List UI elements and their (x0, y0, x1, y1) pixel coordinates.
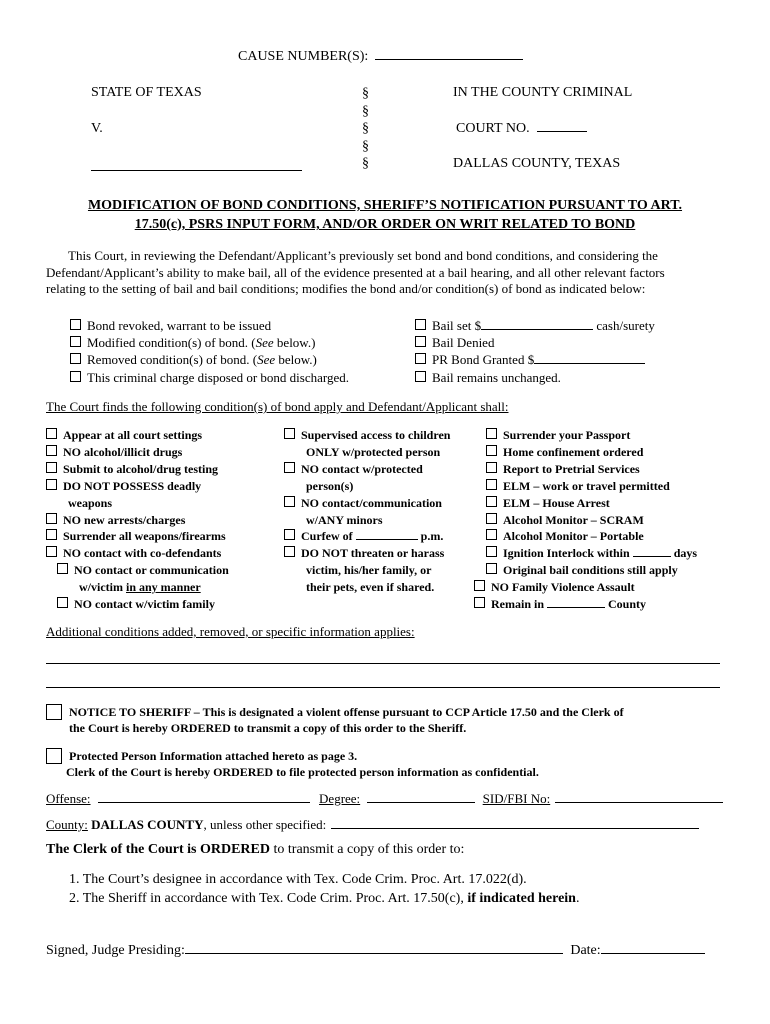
checkbox[interactable] (486, 428, 497, 439)
court-number-row (456, 121, 587, 137)
option-removed-conditions[interactable] (70, 351, 349, 368)
checkbox[interactable] (486, 546, 497, 557)
protected-person-info: Protected Person Information attached hereto as page 3. (69, 749, 358, 763)
conditions-column-2 (284, 427, 450, 596)
condition-label: Supervised access to children (301, 428, 451, 442)
signature-row (46, 943, 705, 959)
condition-drug-testing[interactable] (46, 461, 229, 478)
additional-conditions-line-2[interactable] (46, 687, 720, 688)
condition-no-new-arrests[interactable] (46, 512, 229, 529)
judge-signature-field[interactable] (185, 953, 563, 954)
protected-person-clerk: Clerk of the Court is hereby ORDERED to file protected person information as confidential. (66, 765, 539, 779)
condition-appear[interactable] (46, 427, 229, 444)
clerk-item-text: 2. The Sheriff in accordance with Tex. Code Crim. Proc. Art. 17.50(c), (69, 891, 468, 906)
protected-person-checkbox[interactable] (46, 748, 62, 767)
option-bail-set[interactable] (415, 317, 655, 334)
signed-label: Signed, Judge Presiding: (46, 943, 185, 958)
notice-line: NOTICE TO SHERIFF – This is designated a violent offense pursuant to CCP Article 17.50 and the Clerk of (69, 705, 624, 719)
condition-label: Submit to alcohol/drug testing (63, 461, 219, 476)
checkbox[interactable] (284, 546, 295, 557)
option-label: This criminal charge disposed or bond discharged. (87, 369, 349, 385)
notice-to-sheriff (69, 704, 624, 736)
condition-label: County (608, 597, 647, 612)
condition-label: NO alcohol/illicit drugs (63, 444, 183, 459)
condition-label: Ignition Interlock within (503, 546, 630, 561)
condition-no-threats[interactable] (284, 545, 450, 562)
date-label: Date: (570, 943, 601, 958)
condition-no-victim-family[interactable] (46, 596, 229, 613)
condition-label: Alcohol Monitor – Portable (503, 529, 644, 544)
intro-line: relating to the setting of bail and bail conditions; modifies the bond and/or condition(s) of bond as indicated below: (46, 281, 646, 296)
offense-label: Offense: (46, 791, 91, 806)
condition-label-continued: ONLY w/protected person (306, 444, 441, 459)
checkbox[interactable] (284, 496, 295, 507)
condition-label: NO contact/communication (301, 495, 442, 510)
option-bond-revoked[interactable] (70, 317, 349, 334)
checkbox[interactable] (46, 748, 62, 764)
cause-number-label: CAUSE NUMBER(S): (238, 49, 369, 64)
checkbox[interactable] (46, 428, 57, 439)
caption-state: STATE OF TEXAS (91, 85, 202, 100)
condition-label-continued: w/ANY minors (306, 512, 383, 527)
condition-label: Report to Pretrial Services (503, 461, 640, 476)
court-name: IN THE COUNTY CRIMINAL (453, 85, 633, 100)
offense-row (46, 791, 723, 807)
checkbox[interactable] (486, 529, 497, 540)
option-label: Bail Denied (432, 335, 495, 351)
interlock-days-field[interactable] (633, 556, 671, 557)
form-title-line2: 17.50(c), PSRS INPUT FORM, AND/OR ORDER ON WRIT RELATED TO BOND (134, 217, 636, 232)
condition-label-underlined: in any manner (126, 580, 201, 595)
condition-label: NO contact w/protected (301, 461, 423, 476)
conditions-heading: The Court finds the following condition(s) of bond apply and Defendant/Applicant shall: (46, 399, 509, 414)
clerk-item-text: . (575, 891, 580, 906)
option-label: Bail set $ (432, 318, 482, 333)
pr-bond-amount-field[interactable] (534, 363, 645, 364)
option-label: Removed condition(s) of bond. ( (87, 352, 258, 368)
condition-ignition-interlock[interactable] (486, 545, 697, 562)
condition-label: Surrender your Passport (503, 428, 631, 442)
option-label: below.) (275, 352, 317, 368)
option-label: cash/surety (596, 318, 655, 333)
checkbox[interactable] (486, 445, 497, 456)
cause-number-field[interactable] (375, 59, 523, 60)
court-county: DALLAS COUNTY, TEXAS (453, 156, 621, 171)
curfew-time-field[interactable] (356, 539, 418, 540)
checkbox[interactable] (415, 353, 426, 364)
conditions-column-3 (486, 427, 697, 613)
condition-label: Alcohol Monitor – SCRAM (503, 512, 644, 527)
checkbox[interactable] (70, 336, 81, 347)
intro-line: Defendant/Applicant’s ability to make bail, all of the evidence presented at a bail hearing, and all other relevant factors (46, 264, 665, 280)
section-signs (362, 85, 369, 173)
county-name-field[interactable] (547, 607, 605, 608)
caption-versus: V. (91, 121, 103, 136)
condition-label: NO contact or communication (74, 563, 229, 578)
condition-home-confinement[interactable] (486, 444, 697, 461)
condition-label-continued (46, 579, 229, 596)
checkbox[interactable] (486, 563, 497, 574)
option-label-italic: See (255, 335, 274, 351)
condition-curfew[interactable] (284, 528, 450, 545)
condition-label: DO NOT POSSESS deadly (63, 478, 202, 493)
checkbox[interactable] (415, 371, 426, 382)
checkbox[interactable] (46, 529, 57, 540)
option-bail-denied[interactable] (415, 334, 655, 351)
court-number-field[interactable] (537, 131, 587, 132)
condition-no-alcohol[interactable] (46, 444, 229, 461)
condition-alcohol-scram[interactable] (486, 512, 697, 529)
condition-label: Surrender all weapons/firearms (63, 529, 226, 544)
clerk-item-bold: if indicated herein (467, 891, 576, 906)
notice-checkbox[interactable] (46, 704, 62, 723)
condition-label: Remain in (491, 597, 545, 612)
option-bail-unchanged[interactable] (415, 369, 655, 386)
checkbox[interactable] (46, 445, 57, 456)
condition-surrender-weapons[interactable] (46, 528, 229, 545)
section-sign: § (362, 121, 369, 136)
sid-label: SID/FBI No: (482, 791, 551, 806)
condition-label: ELM – House Arrest (503, 495, 610, 510)
condition-no-victim-contact[interactable] (46, 562, 229, 579)
checkbox[interactable] (415, 336, 426, 347)
condition-pretrial-services[interactable] (486, 461, 697, 478)
checkbox[interactable] (70, 371, 81, 382)
section-sign: § (362, 103, 369, 119)
checkbox[interactable] (57, 597, 68, 608)
county-row (46, 817, 699, 833)
section-sign: § (362, 86, 369, 101)
option-charge-disposed[interactable] (70, 369, 349, 386)
cause-number-row (238, 49, 523, 65)
clerk-item-1: 1. The Court’s designee in accordance with Tex. Code Crim. Proc. Art. 17.022(d). (69, 872, 527, 887)
condition-label: Appear at all court settings (63, 428, 203, 442)
degree-field[interactable] (367, 802, 475, 803)
condition-label: NO contact w/victim family (74, 597, 215, 612)
section-sign: § (362, 138, 369, 154)
sid-field[interactable] (555, 802, 723, 803)
condition-surrender-passport[interactable] (486, 427, 697, 444)
date-field[interactable] (601, 953, 705, 954)
condition-original-conditions[interactable] (486, 562, 697, 579)
condition-no-weapons[interactable] (46, 478, 229, 495)
checkbox[interactable] (46, 546, 57, 557)
condition-label-continued: their pets, even if shared. (306, 580, 435, 595)
option-label: below.) (273, 335, 316, 351)
intro-paragraph (46, 248, 736, 298)
option-label: Modified condition(s) of bond. ( (87, 335, 256, 351)
offense-field[interactable] (98, 802, 310, 803)
option-pr-bond[interactable] (415, 351, 655, 368)
condition-label: p.m. (420, 529, 444, 544)
condition-elm-work[interactable] (486, 478, 697, 495)
county-label: County: (46, 817, 88, 832)
condition-remain-in-county[interactable] (474, 596, 697, 613)
checkbox[interactable] (70, 353, 81, 364)
checkbox[interactable] (486, 462, 497, 473)
checkbox[interactable] (415, 319, 426, 330)
bail-amount-field[interactable] (481, 329, 593, 330)
section-sign: § (362, 156, 369, 171)
defendant-name-field[interactable] (91, 170, 302, 171)
county-value: DALLAS COUNTY (91, 817, 204, 832)
checkbox[interactable] (486, 513, 497, 524)
checkbox[interactable] (46, 704, 62, 720)
checkbox[interactable] (474, 580, 485, 591)
additional-conditions-line-1[interactable] (46, 663, 720, 664)
condition-label: DO NOT threaten or harass (301, 546, 445, 561)
condition-no-minor-contact[interactable] (284, 495, 450, 512)
condition-no-family-violence[interactable] (474, 579, 697, 596)
county-field[interactable] (331, 828, 699, 829)
clerk-order (46, 842, 464, 858)
checkbox[interactable] (46, 479, 57, 490)
condition-supervised-access[interactable] (284, 427, 450, 444)
condition-label-continued: weapons (68, 495, 113, 510)
intro-line: This Court, in reviewing the Defendant/Applicant’s previously set bond and bond conditions, and considering the (68, 248, 658, 263)
checkbox[interactable] (284, 462, 295, 473)
condition-no-codefendant-contact[interactable] (46, 545, 229, 562)
condition-label: ELM – work or travel permitted (503, 478, 670, 493)
condition-label-continued: victim, his/her family, or (306, 563, 432, 578)
condition-alcohol-portable[interactable] (486, 528, 697, 545)
form-title-line1: MODIFICATION OF BOND CONDITIONS, SHERIFF’S NOTIFICATION PURSUANT TO ART. (87, 198, 683, 213)
option-label-italic: See (257, 352, 276, 368)
clerk-order-bold: The Clerk of the Court is ORDERED (46, 842, 270, 857)
checkbox[interactable] (486, 496, 497, 507)
checkbox[interactable] (284, 428, 295, 439)
checkbox[interactable] (70, 319, 81, 330)
condition-label: days (673, 546, 698, 561)
checkbox[interactable] (486, 479, 497, 490)
checkbox[interactable] (474, 597, 485, 608)
county-suffix: , unless other specified: (203, 817, 327, 832)
condition-label: Original bail conditions still apply (503, 563, 678, 578)
bond-options-left (70, 317, 349, 386)
degree-label: Degree: (319, 791, 361, 806)
condition-label: NO new arrests/charges (63, 512, 186, 527)
condition-no-protected-contact[interactable] (284, 461, 450, 478)
checkbox[interactable] (46, 513, 57, 524)
clerk-order-rest: to transmit a copy of this order to: (270, 842, 465, 857)
clerk-item-2 (69, 891, 579, 907)
condition-label: Curfew of (301, 529, 353, 544)
condition-label: Home confinement ordered (503, 444, 644, 459)
checkbox[interactable] (284, 529, 295, 540)
checkbox[interactable] (46, 462, 57, 473)
option-label: Bail remains unchanged. (432, 369, 561, 385)
condition-label: NO contact with co-defendants (63, 546, 222, 561)
court-number-label: COURT NO. (456, 121, 530, 136)
condition-label: w/victim (79, 580, 126, 595)
checkbox[interactable] (57, 563, 68, 574)
condition-label-continued: person(s) (306, 478, 354, 493)
condition-label: NO Family Violence Assault (491, 580, 635, 595)
condition-elm-house-arrest[interactable] (486, 495, 697, 512)
option-modified-conditions[interactable] (70, 334, 349, 351)
notice-line: the Court is hereby ORDERED to transmit a copy of this order to the Sheriff. (69, 721, 467, 735)
additional-conditions-heading: Additional conditions added, removed, or specific information applies: (46, 624, 415, 639)
option-label: Bond revoked, warrant to be issued (87, 318, 272, 333)
conditions-column-1 (46, 427, 229, 613)
option-label: PR Bond Granted $ (432, 352, 535, 368)
bond-options-right (415, 317, 655, 386)
